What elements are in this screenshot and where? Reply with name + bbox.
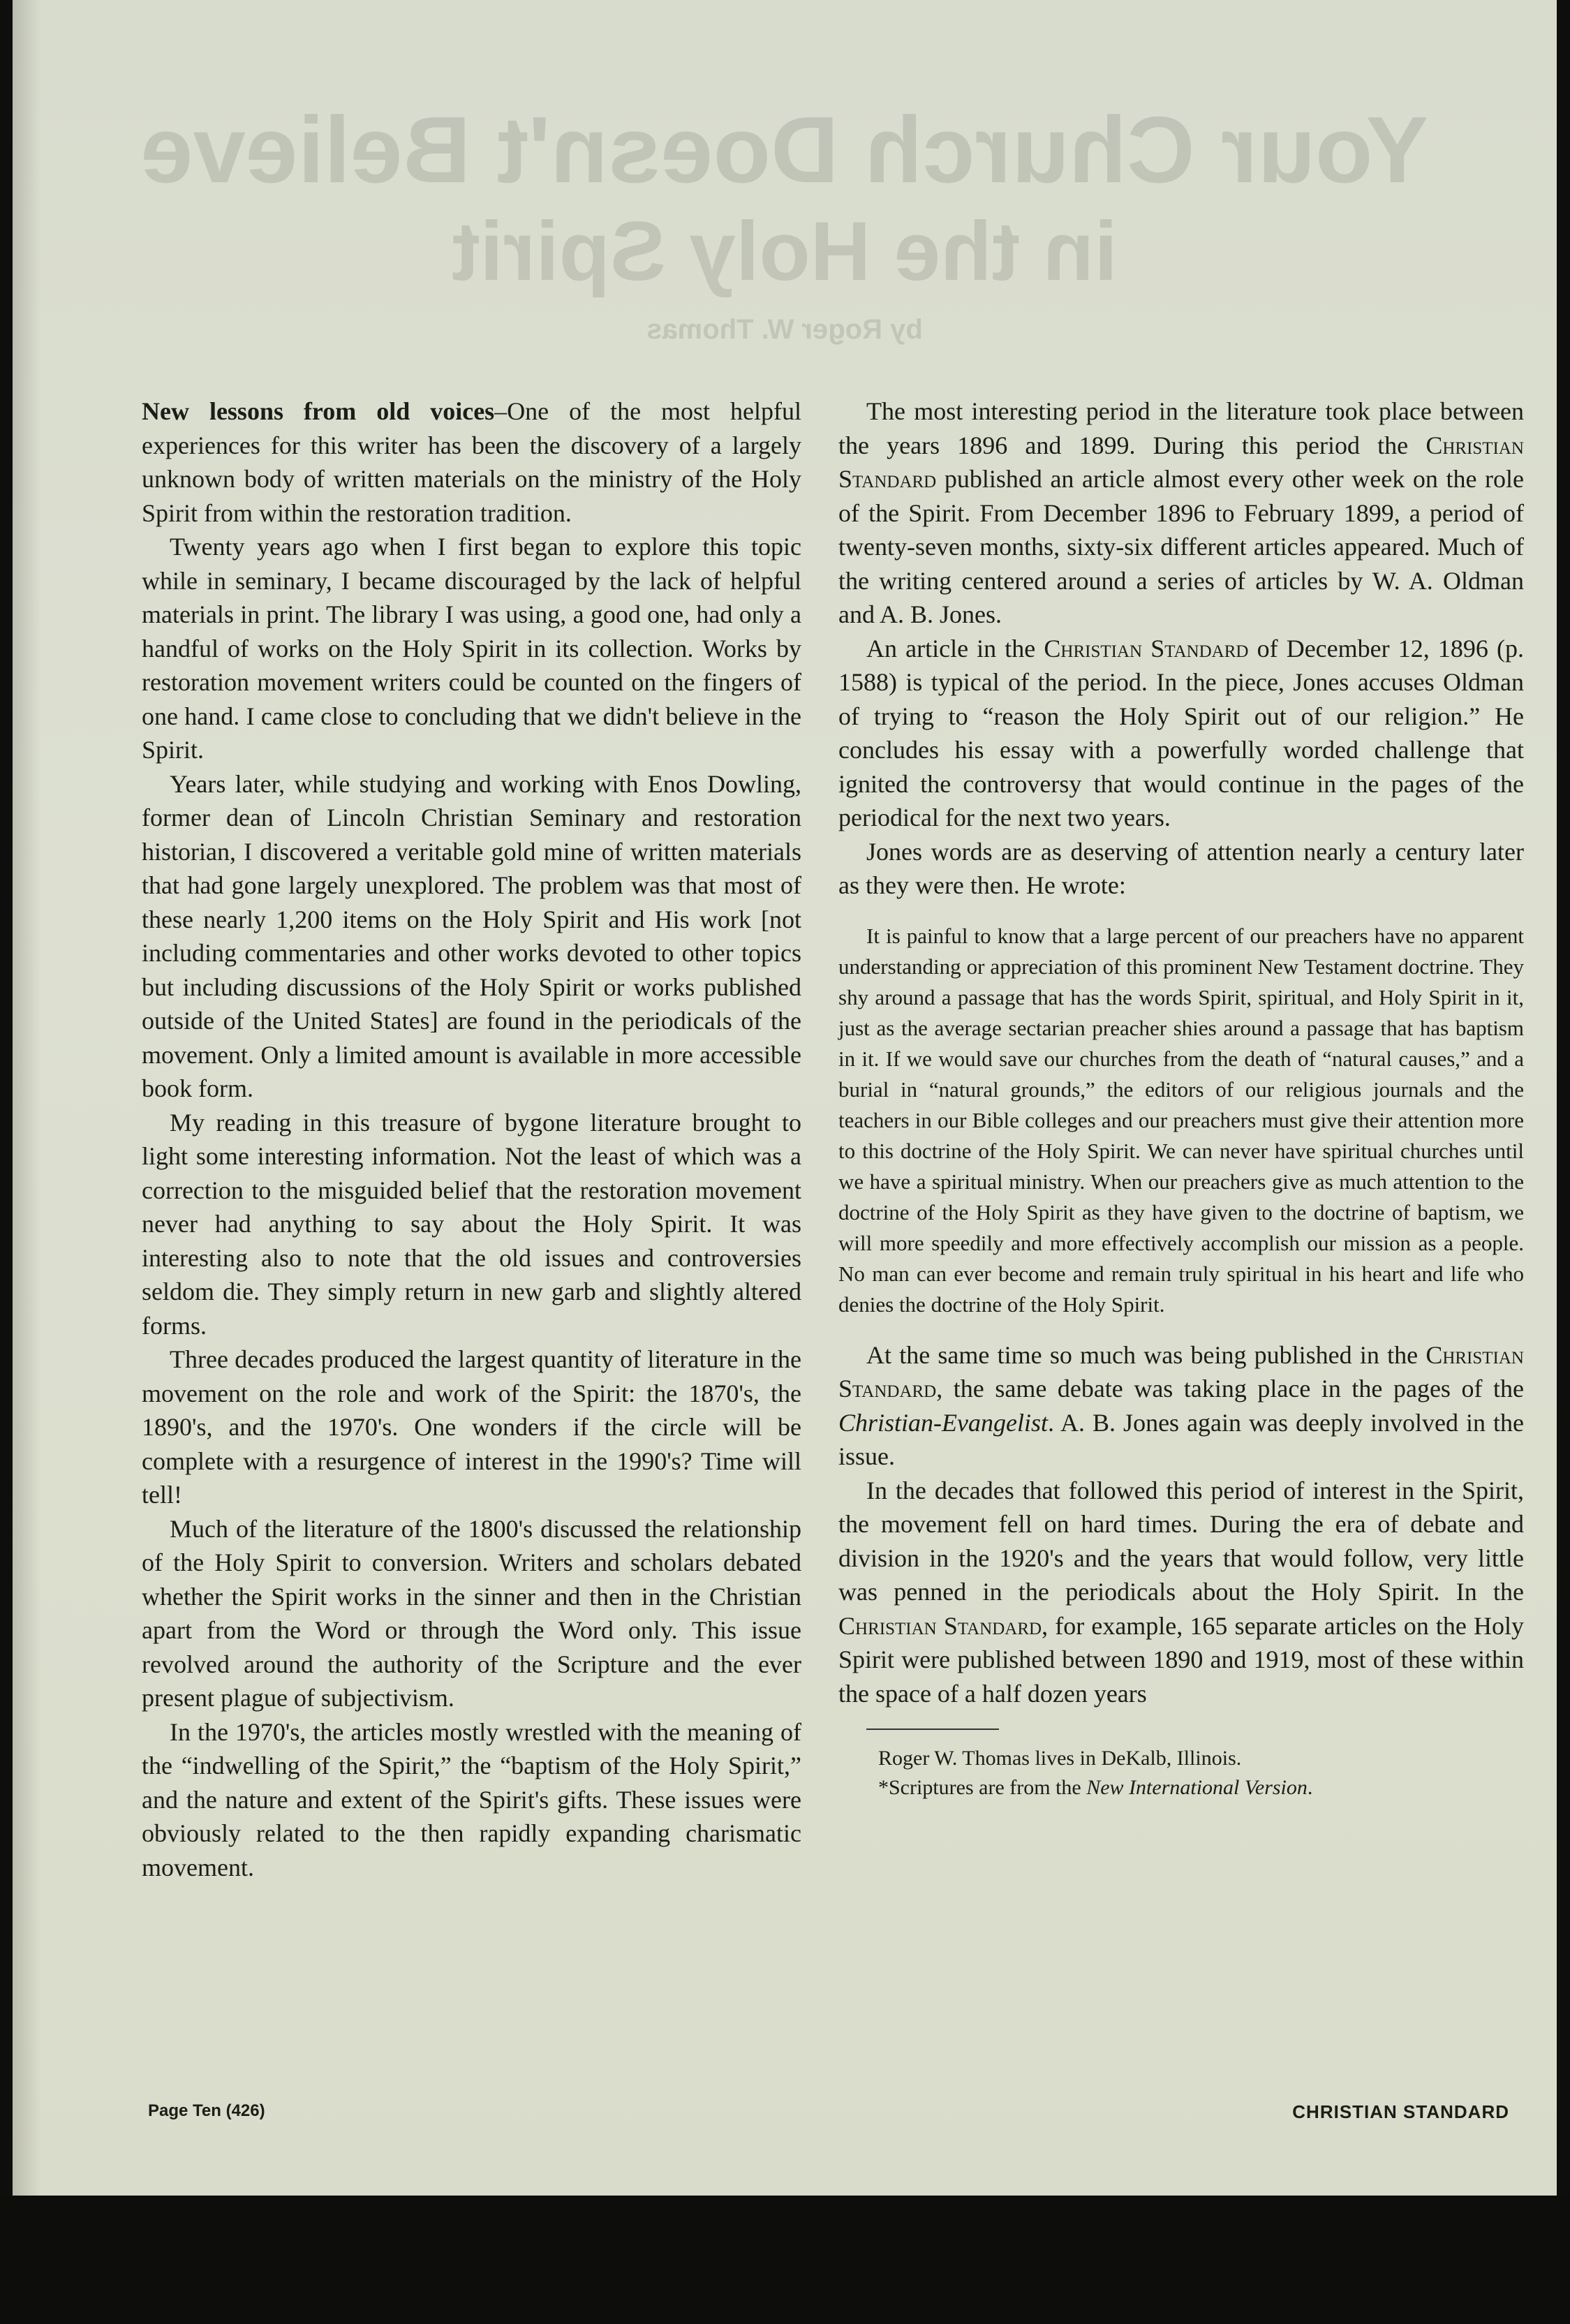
paragraph: Years later, while studying and working with Enos Dowling, former dean of Lincoln Christian Seminary and restoration historian, I discovered a veritable gold mine of written materials that had gone largely unexplored. The problem was that most of these nearly 1,200 items on the Holy Spirit and His work [not including commentaries and other works devoted to other topics but including discussions of the Holy Spirit or works published outside of the United States] are found in the periodicals of the movement. Only a limited amount is available in more accessible book form. xyxy=(142,769,801,1102)
paragraph: The most interesting period in the literature took place between the years 1896 and 1899. During this period the Christian Standard published an article almost every other week on the role of the Spirit. From December 1896 to February 1899, a period of twenty-seven months, sixty-six different articles appeared. Much of the writing centered around a series of articles by W. A. Oldman and A. B. Jones. xyxy=(838,397,1524,628)
page-number: Page Ten (426) xyxy=(148,2101,265,2120)
publication-name: Christian Standard xyxy=(838,431,1524,493)
paragraph: Jones words are as deserving of attention nearly a century later as they were then. He wrote: xyxy=(838,837,1524,899)
paragraph: At the same time so much was being published in the Christian Standard, the same debate was taking place in the pages of the Christian-Evangelist. A. B. Jones again was deeply involved in the issue. xyxy=(838,1340,1524,1470)
bleed-title-line-1: Your Church Doesn't Believe xyxy=(140,97,1429,202)
paragraph: An article in the Christian Standard of December 12, 1896 (p. 1588) is typical of the period. In the piece, Jones accuses Oldman of trying to “reason the Holy Spirit out of our religion.” He concludes his essay with a powerfully worded challenge that ignited the controversy that would continue in the pages of the periodical for the next two years. xyxy=(838,634,1524,831)
run-in-heading: New lessons from old voices xyxy=(142,397,495,425)
paragraph: In the 1970's, the articles mostly wrestled with the meaning of the “indwelling of the Spirit,” the “baptism of the Holy Spirit,” and the nature and extent of the Spirit's gifts. These issues were obviously related to the then rapidly expanding charismatic movement. xyxy=(142,1717,801,1881)
running-footer: CHRISTIAN STANDARD xyxy=(1292,2101,1509,2122)
scan-background xyxy=(0,2196,1570,2324)
paragraph: In the decades that followed this period of interest in the Spirit, the movement fell on hard times. During the era of debate and division in the 1920's and the years that would follow, very little was penned in the periodicals about the Holy Spirit. In the Christian Standard, for example, 165 separate articles on the Holy Spirit were published between 1890 and 1919, most of these within the space of a half dozen years xyxy=(838,1476,1524,1708)
bleed-title-line-2: in the Holy Spirit xyxy=(452,205,1118,298)
footnote-rule xyxy=(866,1729,999,1730)
publication-name-italic: Christian-Evangelist xyxy=(838,1408,1048,1437)
author-note: Roger W. Thomas lives in DeKalb, Illinois. xyxy=(878,1747,1242,1770)
paragraph: My reading in this treasure of bygone literature brought to light some interesting information. Not the least of which was a correction to the misguided belief that the restoration movement never had anything to say about the Holy Spirit. It was interesting also to note that the old issues and controversies seldom die. They simply return in new garb and slightly altered forms. xyxy=(142,1108,801,1340)
paragraph: Three decades produced the largest quantity of literature in the movement on the role and work of the Spirit: the 1870's, the 1890's, and the 1970's. One wonders if the circle will be complete with a resurgence of interest in the 1990's? Time will tell! xyxy=(142,1345,801,1509)
bleed-through-title xyxy=(13,98,1557,391)
right-column xyxy=(838,394,1524,1803)
paragraph: Twenty years ago when I first began to explore this topic while in seminary, I became discouraged by the lack of helpful materials in print. The library I was using, a good one, had only a handful of works on the Holy Spirit in its collection. Works by restoration movement writers could be counted on the fingers of one hand. I came close to concluding that we didn't believe in the Spirit. xyxy=(142,533,801,764)
publication-name: Christian Standard xyxy=(838,1340,1524,1402)
bleed-byline: by Roger W. Thomas xyxy=(646,314,923,345)
paragraph: Much of the literature of the 1800's discussed the relationship of the Holy Spirit to conversion. Writers and scholars debated whether the Spirit works in the sinner and then in the Christian apart from the Word or through the Word only. This issue revolved around the authority of the Scripture and the ever present plague of subjectivism. xyxy=(142,1514,801,1712)
left-column xyxy=(142,394,801,1884)
publication-name: Christian Standard xyxy=(838,1611,1042,1640)
paragraph: New lessons from old voices–One of the most helpful experiences for this writer has been the discovery of a largely unknown body of written materials on the ministry of the Holy Spirit from within the restoration tradition. xyxy=(142,397,801,527)
scripture-note: *Scriptures are from the New International Version. xyxy=(878,1776,1313,1799)
magazine-page xyxy=(13,0,1557,2206)
quote-text: It is painful to know that a large percent of our preachers have no apparent understanding or appreciation of this prominent New Testament doctrine. They shy around a passage that has the words Spirit, spiritual, and Holy Spirit in it, just as the average sectarian preacher shies around a passage that has baptism in it. If we would save our churches from the death of “natural causes,” and a burial in “natural grounds,” the editors of our religious journals and the teachers in our Bible colleges and our preachers must give their attention more to this doctrine of the Holy Spirit. We can never have spiritual churches until we have a spiritual ministry. When our preachers give as much attention to the doctrine of the Holy Spirit as they have given to the doctrine of baptism, we will more speedily and more effectively accomplish our mission as a people. No man can ever become and remain truly spiritual in his heart and life who denies the doctrine of the Holy Spirit. xyxy=(838,923,1524,1317)
block-quote xyxy=(838,921,1524,1320)
publication-name: Christian Standard xyxy=(1044,634,1249,663)
